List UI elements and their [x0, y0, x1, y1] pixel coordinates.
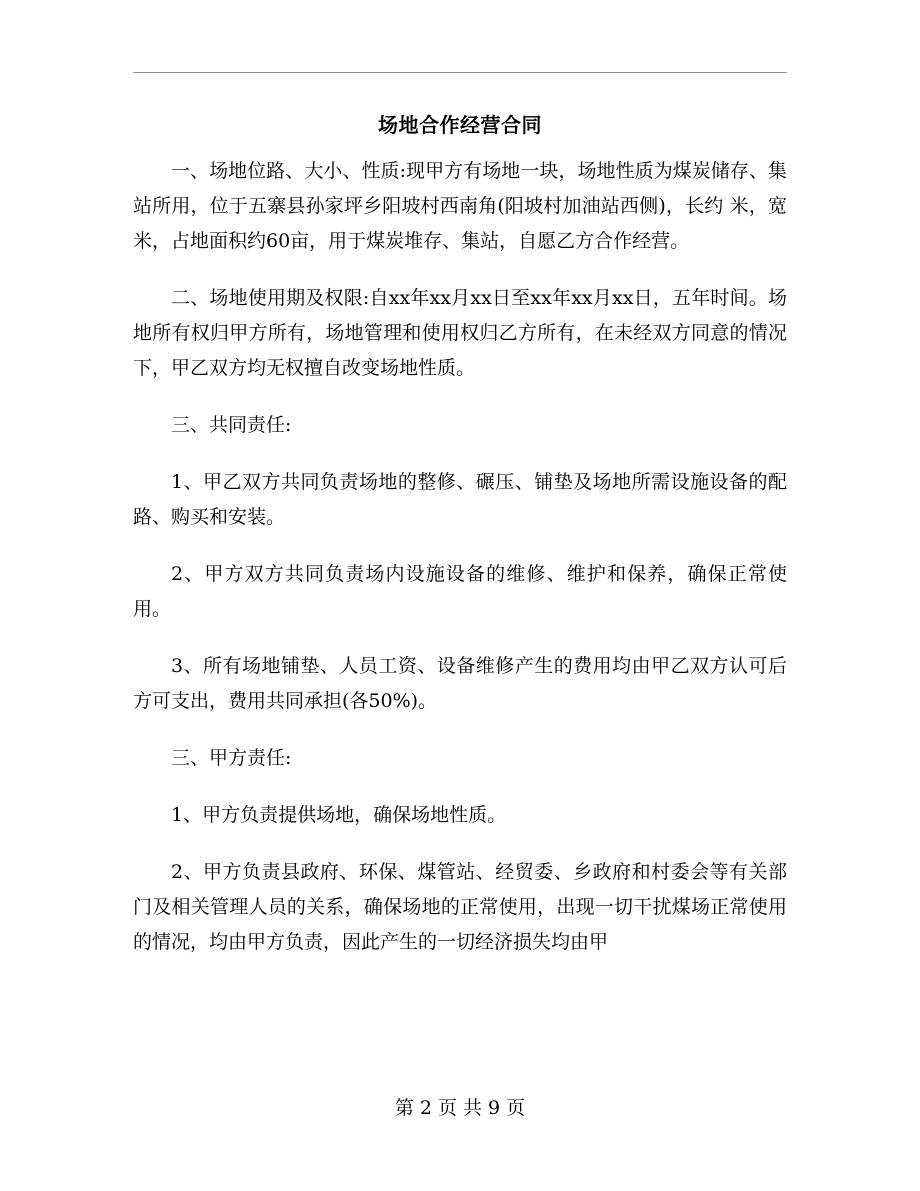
- header-rule: [133, 72, 787, 73]
- document-title: 场地合作经营合同: [378, 113, 542, 137]
- heading-joint-responsibility: 三、共同责任:: [171, 414, 292, 436]
- heading-party-a-responsibility: 三、甲方责任:: [171, 747, 292, 769]
- paragraph-usage-period: 二、场地使用期及权限:自xx年xx月xx日至xx年xx月xx日，五年时间。场地所有权归甲方所有，场地管理和使用权归乙方所有，在未经双方同意的情况下，甲乙双方均无权擅自改变场地性质。: [133, 287, 787, 379]
- document-body: [133, 154, 787, 960]
- paragraph-site-description: 一、场地位路、大小、性质:现甲方有场地一块，场地性质为煤炭储存、集站所用，位于五寨县孙家坪乡阳坡村西南角(阳坡村加油站西侧)，长约 米，宽 米，占地面积约60亩，用于煤炭堆存、集站，自愿乙方合作经营。: [133, 160, 787, 252]
- paragraph-party-a-item-2: 2、甲方负责县政府、环保、煤管站、经贸委、乡政府和村委会等有关部门及相关管理人员的关系，确保场地的正常使用，出现一切干扰煤场正常使用的情况，均由甲方负责，因此产生的一切经济损失均由甲: [133, 861, 787, 953]
- paragraph-joint-item-1: 1、甲乙双方共同负责场地的整修、碾压、铺垫及场地所需设施设备的配路、购买和安装。: [133, 471, 787, 528]
- paragraph-party-a-item-1: 1、甲方负责提供场地，确保场地性质。: [171, 804, 507, 826]
- paragraph-joint-item-2: 2、甲方双方共同负责场内设施设备的维修、维护和保养，确保正常使用。: [133, 563, 787, 620]
- paragraph-joint-item-3: 3、所有场地铺垫、人员工资、设备维修产生的费用均由甲乙双方认可后方可支出，费用共同承担(各50%)。: [133, 655, 787, 712]
- page-number-footer: 第 2 页 共 9 页: [394, 1097, 526, 1119]
